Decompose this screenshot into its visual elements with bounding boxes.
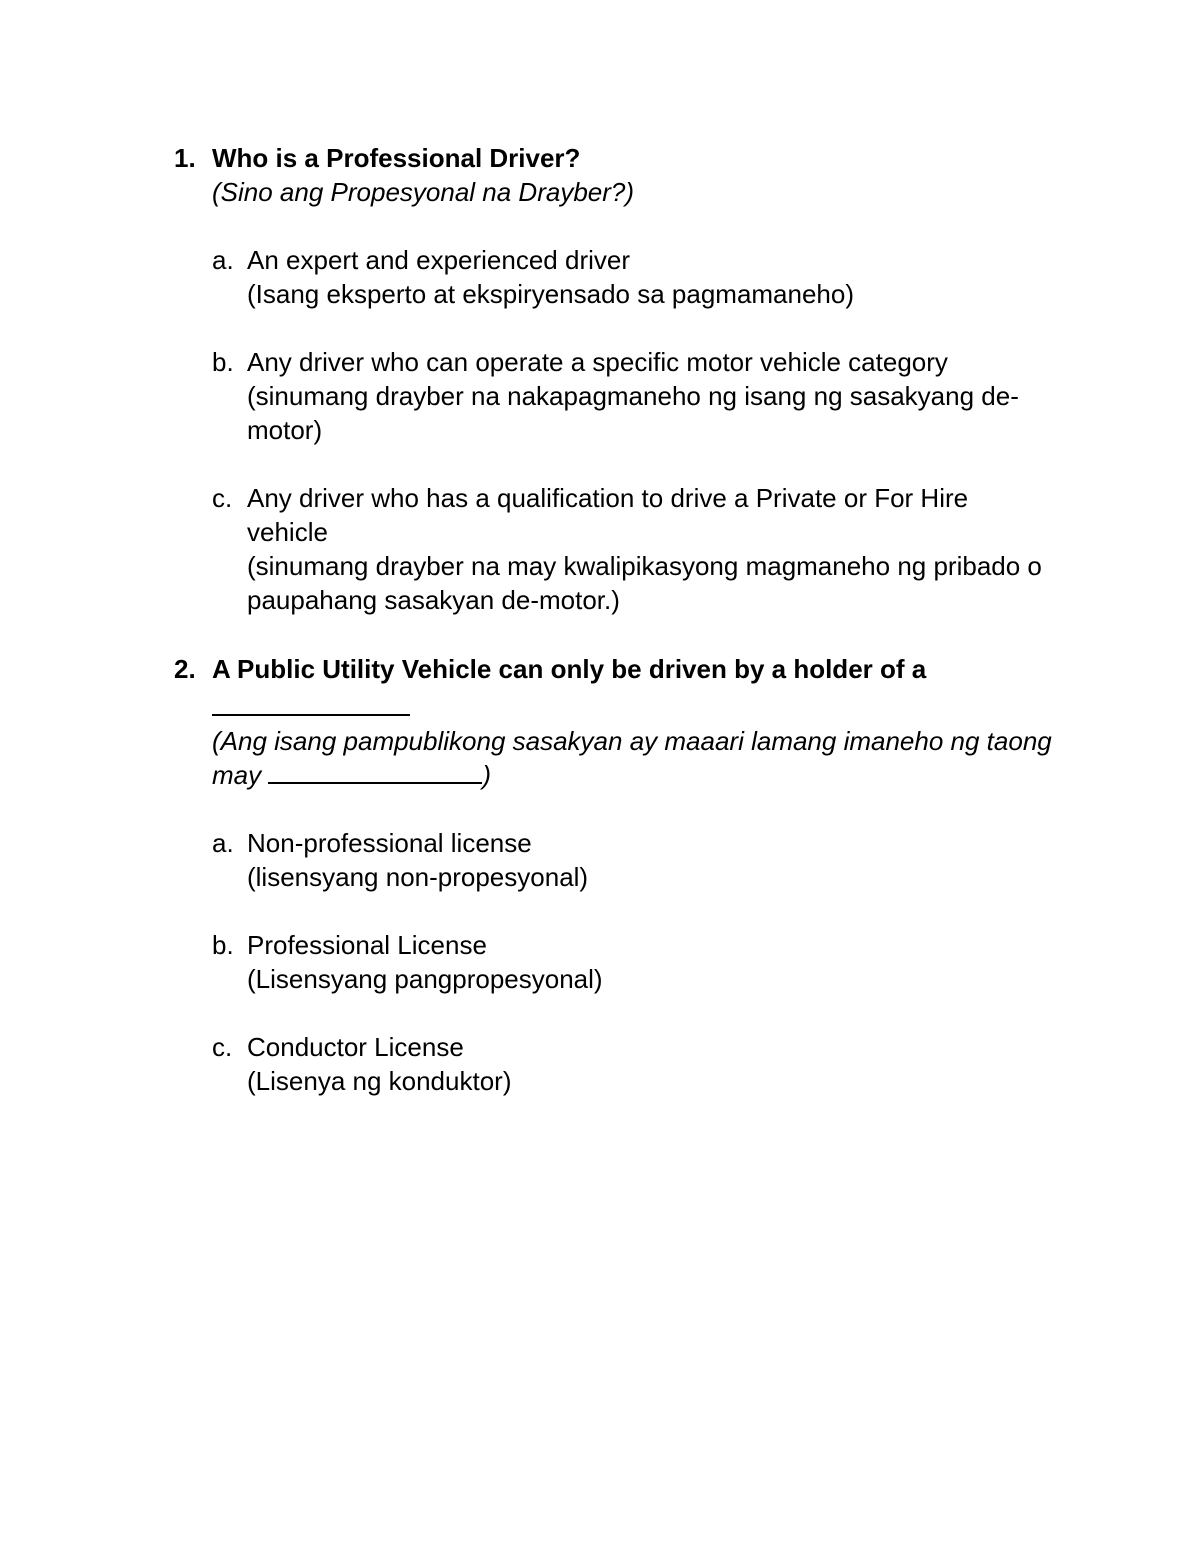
option-b xyxy=(212,928,1054,996)
option-text: An expert and experienced driver xyxy=(247,245,631,275)
translation-close: ) xyxy=(482,760,492,790)
option-text: Any driver who can operate a specific motor vehicle category xyxy=(247,347,948,377)
option-text: Professional License xyxy=(247,930,487,960)
option-translation: (lisensyang non-propesyonal) xyxy=(247,862,589,892)
translation-text: (Ang isang pampublikong sasakyan ay maaari lamang imaneho ng taong may xyxy=(212,726,1052,790)
answer-blank xyxy=(212,686,410,716)
question-2 xyxy=(174,652,1054,1132)
option-text: Any driver who has a qualification to drive a Private or For Hire vehicle xyxy=(247,483,969,547)
option-translation: (Lisenya ng konduktor) xyxy=(247,1066,512,1096)
question-number: 2. xyxy=(174,654,196,684)
question-number: 1. xyxy=(174,143,196,173)
question-1-options xyxy=(174,243,1054,617)
option-b xyxy=(212,345,1054,447)
question-text: A Public Utility Vehicle can only be driven by a holder of a xyxy=(212,654,927,684)
option-letter: c. xyxy=(212,483,233,513)
option-a xyxy=(212,826,1054,894)
question-translation xyxy=(212,724,1054,792)
option-c xyxy=(212,481,1054,617)
translation-blank xyxy=(268,758,482,784)
question-text: Who is a Professional Driver? xyxy=(212,143,581,173)
option-translation: (sinumang drayber na nakapagmaneho ng isang ng sasakyang de-motor) xyxy=(247,381,1019,445)
option-text: Non-professional license xyxy=(247,828,532,858)
option-letter: a. xyxy=(212,828,234,858)
option-a xyxy=(212,243,1054,311)
question-translation: (Sino ang Propesyonal na Drayber?) xyxy=(212,177,635,207)
answer-blank-line-wrap xyxy=(212,686,1054,724)
option-c xyxy=(212,1030,1054,1098)
option-text: Conductor License xyxy=(247,1032,464,1062)
question-2-options xyxy=(174,826,1054,1098)
question-1-header xyxy=(174,141,1054,209)
option-translation: (Lisensyang pangpropesyonal) xyxy=(247,964,603,994)
question-1 xyxy=(174,141,1054,651)
option-letter: c. xyxy=(212,1032,233,1062)
option-letter: b. xyxy=(212,930,234,960)
option-letter: b. xyxy=(212,347,234,377)
option-translation: (sinumang drayber na may kwalipikasyong magmaneho ng pribado o paupahang sasakyan de-motor.) xyxy=(247,551,1042,615)
question-2-header xyxy=(174,652,1054,792)
option-letter: a. xyxy=(212,245,234,275)
option-translation: (Isang eksperto at ekspiryensado sa pagmamaneho) xyxy=(247,279,855,309)
